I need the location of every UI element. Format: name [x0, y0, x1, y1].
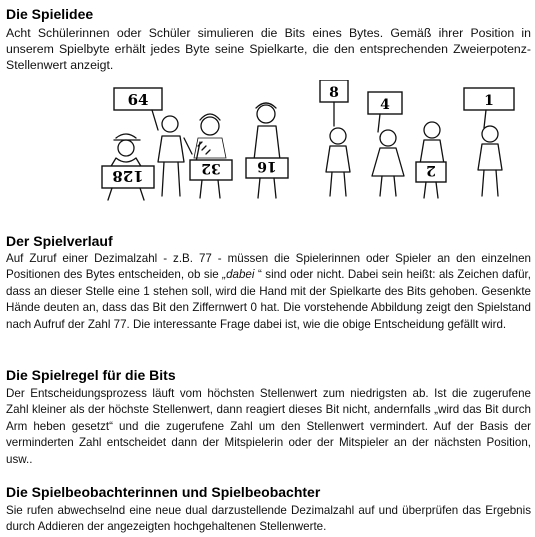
section-title-spielbeobachter: Die Spielbeobachterinnen und Spielbeobachter	[6, 484, 321, 500]
section-title-spielverlauf: Der Spielverlauf	[6, 233, 113, 249]
player-1	[464, 88, 514, 196]
section-text-spielregel: Der Entscheidungsprozess läuft vom höchsten Stellenwert zum niedrigsten ab. Ist die zugerufene Zahl kleiner als der höchste Stellenwert, dann reagiert dieses Bit nicht, andernfalls „wird das Bit durch Arm heben gesetzt“ und die zugerufene Zahl um den Stellenwert vermindert. Auf der Basis der verminderten Zahl entscheidet dann der Mitspielerin oder der Mitspieler an der nächsten Position, usw..	[6, 387, 531, 466]
card-label-4: 4	[380, 97, 390, 113]
player-8	[320, 80, 350, 196]
player-4	[368, 92, 404, 196]
card-label-2: 2	[426, 162, 436, 178]
section-text-spielverlauf	[6, 251, 531, 333]
player-128	[102, 134, 154, 200]
card-label-16: 16	[257, 158, 277, 174]
player-32	[190, 114, 232, 198]
card-label-1: 1	[484, 93, 494, 109]
spielverlauf-text-part-1: Auf Zuruf einer Dezimalzahl - z.B. 77 - müssen die Spielerinnen oder Spieler an den einzelnen Positionen des Bytes entscheiden, ob sie	[6, 252, 531, 282]
byte-players-illustration	[98, 80, 518, 202]
section-text-spielbeobachter: Sie rufen abwechselnd eine neue dual darzustellende Dezimalzahl auf und überprüfen das Ergebnis durch Addieren der angezeigten hochgehaltenen Stellenwerte.	[6, 504, 531, 534]
section-title-spielregel: Die Spielregel für die Bits	[6, 367, 176, 383]
card-label-8: 8	[329, 85, 339, 101]
section-text-spielidee: Acht Schülerinnen oder Schüler simulieren die Bits eines Bytes. Gemäß ihrer Position in unserem Spielbyte erhält jedes Byte seine Spielkarte, die den entsprechenden Zweierpotenz-Stellenwert anzeigt.	[6, 26, 531, 72]
card-label-64: 64	[127, 91, 149, 109]
player-16	[246, 103, 288, 198]
card-label-128: 128	[112, 167, 144, 185]
spielverlauf-emphasis: „dabei	[222, 268, 255, 282]
section-title-spielidee: Die Spielidee	[6, 6, 94, 22]
card-label-32: 32	[201, 160, 221, 176]
spielverlauf-text-part-2: “ sind oder nicht. Dabei sein heißt: als Zeichen dafür, dass an dieser Stelle eine 1 stehen soll, wird die Hand mit der Spielkarte des Bits gehoben. Gesenkte Hände deuten an, dass das Bit den Ziffernwert 0 hat. Die vorstehende Abbildung zeigt den Spielstand nach Aufruf der Zahl 77. Die interessante Frage dabei ist, wie die obige Entscheidung gefällt wird.	[6, 268, 531, 331]
player-2	[416, 122, 446, 198]
